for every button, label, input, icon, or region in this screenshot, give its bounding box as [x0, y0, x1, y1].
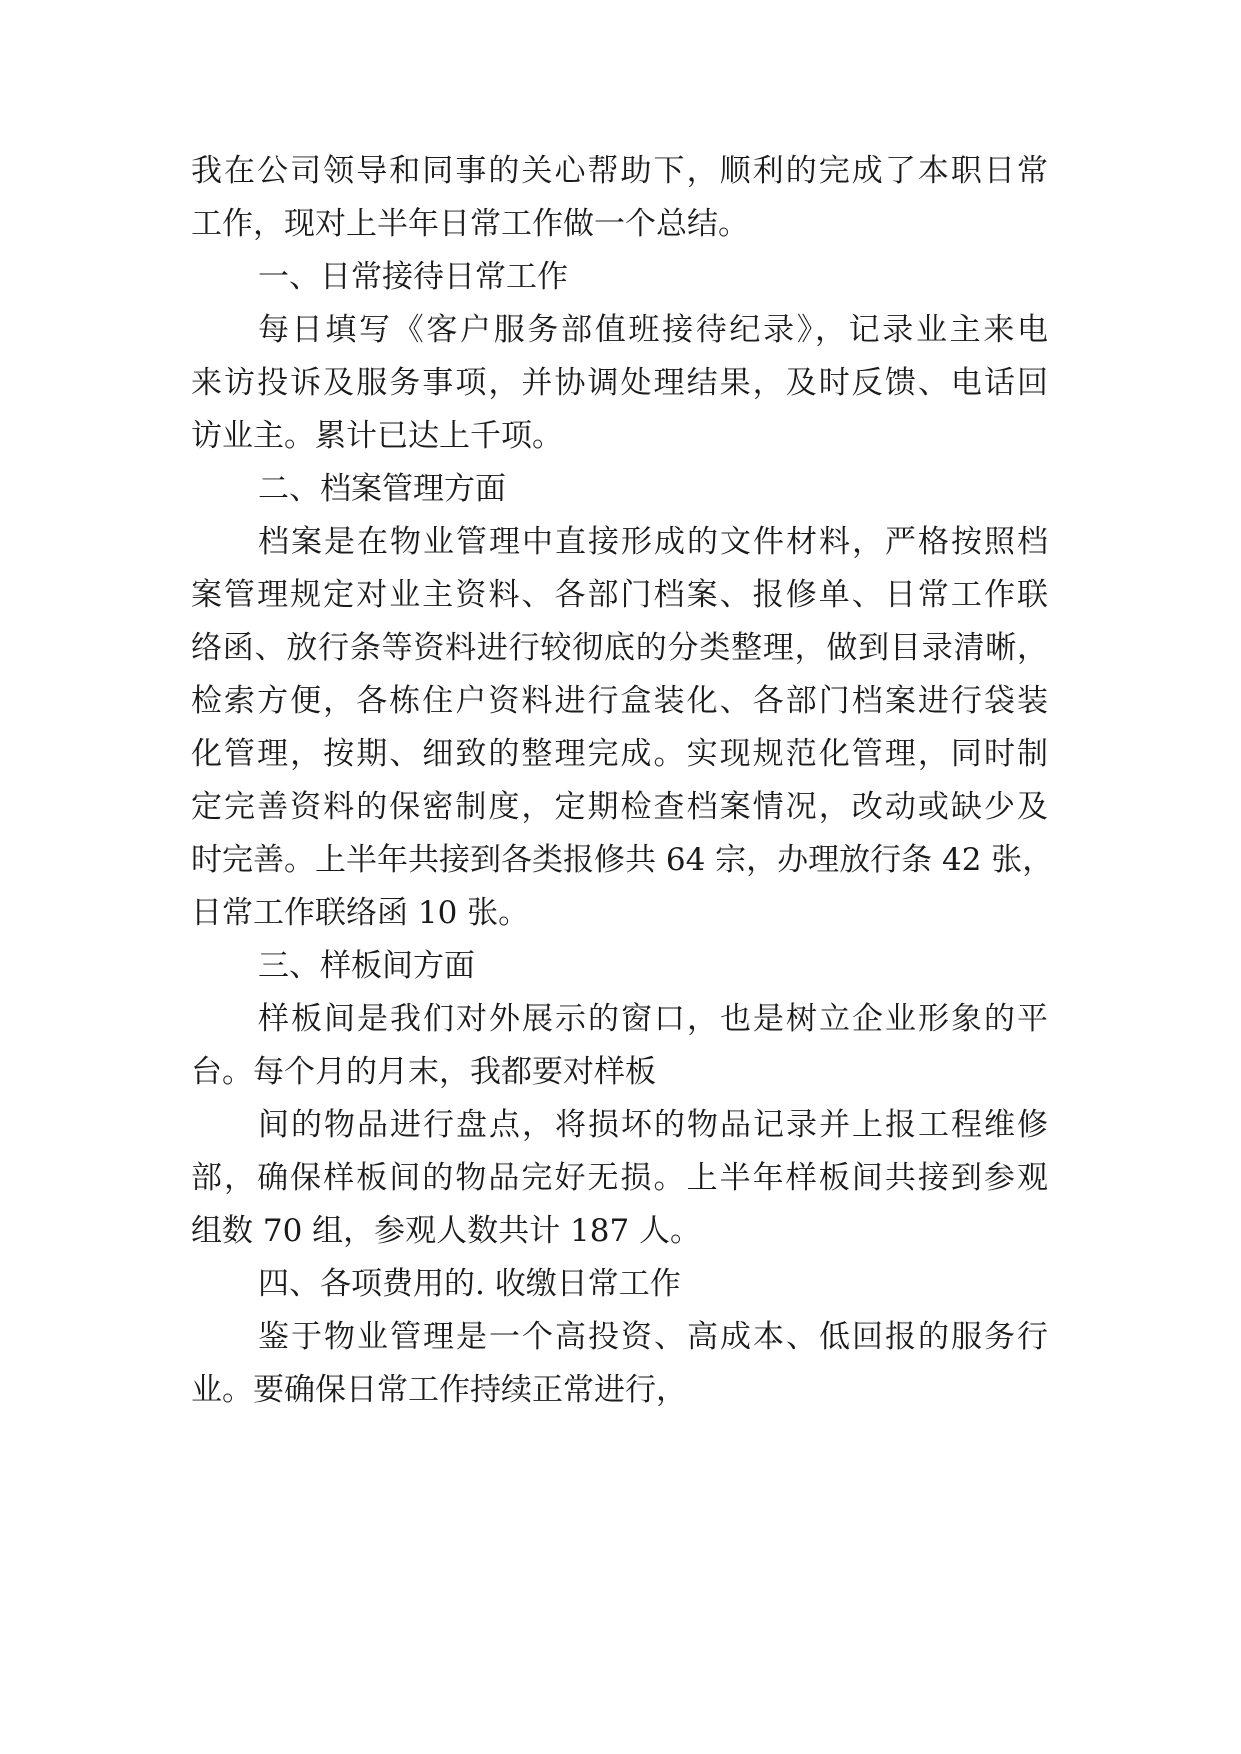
paragraph-line: 档案是在物业管理中直接形成的文件材料，严格按照档 — [258, 524, 1048, 560]
paragraph-line: 样板间是我们对外展示的窗口，也是树立企业形象的平 — [258, 1001, 1048, 1037]
paragraph-line: 业。要确保日常工作持续正常进行， — [191, 1372, 687, 1408]
section-heading: 四、各项费用的. 收缴日常工作 — [258, 1266, 681, 1302]
paragraph-line: 组数 70 组，参观人数共计 187 人。 — [191, 1213, 702, 1249]
paragraph-line: 日常工作联络函 10 张。 — [191, 895, 530, 931]
paragraph-line: 鉴于物业管理是一个高投资、高成本、低回报的服务行 — [258, 1319, 1048, 1355]
paragraph-line: 部，确保样板间的物品完好无损。上半年样板间共接到参观 — [191, 1160, 1048, 1196]
paragraph-line: 检索方便，各栋住户资料进行盒装化、各部门档案进行袋装 — [191, 683, 1048, 719]
paragraph-line: 间的物品进行盘点，将损坏的物品记录并上报工程维修 — [258, 1107, 1048, 1143]
paragraph-line: 定完善资料的保密制度，定期检查档案情况，改动或缺少及 — [191, 789, 1048, 825]
paragraph-line: 来访投诉及服务事项，并协调处理结果，及时反馈、电话回 — [191, 365, 1048, 401]
section-heading: 二、档案管理方面 — [258, 471, 506, 507]
paragraph-line: 时完善。上半年共接到各类报修共 64 宗，办理放行条 42 张， — [191, 842, 1054, 878]
section-heading: 三、样板间方面 — [258, 948, 475, 984]
paragraph-line: 每日填写《客户服务部值班接待纪录》，记录业主来电 — [258, 312, 1048, 348]
paragraph-line: 台。每个月的月末，我都要对样板 — [191, 1054, 656, 1090]
paragraph-line: 化管理，按期、细致的整理完成。实现规范化管理，同时制 — [191, 736, 1048, 772]
paragraph-line: 案管理规定对业主资料、各部门档案、报修单、日常工作联 — [191, 577, 1048, 613]
section-heading: 一、日常接待日常工作 — [258, 259, 568, 295]
paragraph-line: 我在公司领导和同事的关心帮助下，顺利的完成了本职日常 — [191, 153, 1048, 189]
paragraph-line: 访业主。累计已达上千项。 — [191, 418, 563, 454]
paragraph-line: 络函、放行条等资料进行较彻底的分类整理，做到目录清晰， — [191, 630, 1048, 666]
paragraph-line: 工作，现对上半年日常工作做一个总结。 — [191, 206, 749, 242]
